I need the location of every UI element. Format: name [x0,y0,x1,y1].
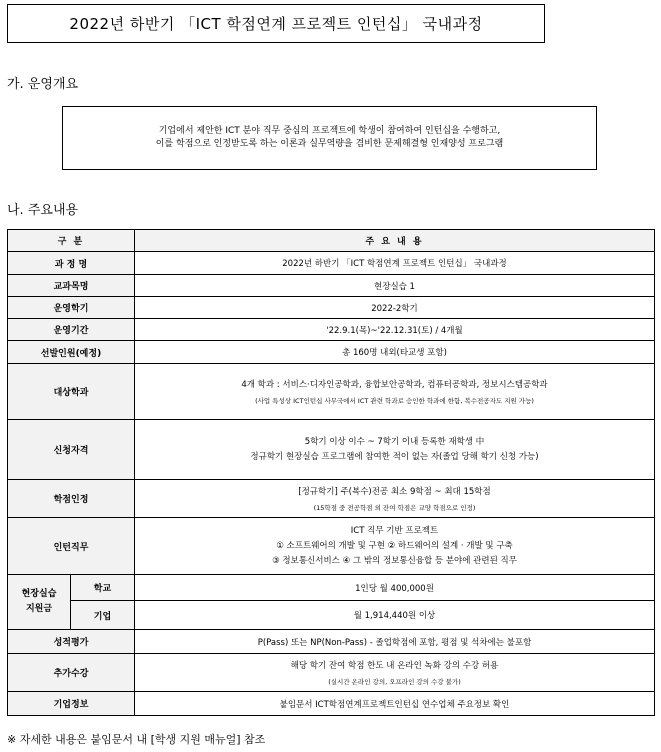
overview-box [62,106,597,170]
row-value [135,518,655,575]
table-row [8,692,655,716]
table-row [8,630,655,654]
support-school-label: 학교 [71,575,135,601]
overview-line: 기업에서 제안한 ICT 분야 직무 중심의 프로젝트에 학생이 참여하여 인턴십을 수행하고, [158,126,501,136]
header-category: 구 분 [8,230,135,252]
row-label: 운영학기 [8,297,135,319]
row-value [135,420,655,480]
page-title: 2022년 하반기 「ICT 학점연계 프로젝트 인턴십」 국내과정 [7,4,545,43]
row-value-line: 정규학기 현장실습 프로그램에 참여한 적이 없는 자(졸업 당해 학기 신청 가능) [250,451,539,462]
table-row [8,575,655,601]
row-value: '22.9.1(목)~'22.12.31(토) / 4개월 [135,319,655,341]
row-value-line: 5학기 이상 이수 ~ 7학기 이내 등록한 재학생 中 [304,436,485,447]
row-value: 붙임문서 ICT학점연계프로젝트인턴십 연수업체 주요정보 확인 [135,692,655,716]
overview-line: 이를 학점으로 인정받도록 하는 이론과 실무역량을 겸비한 문제해결형 인재양성 프로그램 [155,139,504,149]
row-label: 성적평가 [8,630,135,654]
support-label-line: 현장실습 [21,589,57,599]
table-row [8,518,655,575]
support-school-value: 1인당 월 400,000원 [135,575,655,601]
main-heading: 나. 주요내용 [7,203,79,218]
row-value-line: [정규학기] 주(복수)전공 최소 9학점 ~ 최대 15학점 [298,487,491,497]
main-content-table [7,229,655,716]
support-company-label: 기업 [71,601,135,630]
table-row [8,252,655,275]
support-company-value: 월 1,914,440원 이상 [135,601,655,630]
overview-heading: 가. 운영개요 [7,77,79,92]
row-label: 과 정 명 [8,252,135,275]
table-row [8,341,655,364]
row-value: 2022-2학기 [135,297,655,319]
support-label-line: 지원금 [25,604,53,614]
row-value: 2022년 하반기 「ICT 학점연계 프로젝트 인턴십」 국내과정 [135,252,655,275]
table-row [8,297,655,319]
table-row [8,420,655,480]
row-label: 선발인원(예정) [8,341,135,364]
row-value-line: ① 소프트웨어의 개발 및 구현 ② 하드웨어의 설계 · 개발 및 구축 [276,540,513,551]
row-label: 기업정보 [8,692,135,716]
row-value [135,654,655,692]
table-row [8,364,655,420]
row-label: 인턴직무 [8,518,135,575]
row-value: 현장실습 1 [135,275,655,297]
row-value-line: 해당 학기 잔여 학점 한도 내 온라인 녹화 강의 수강 허용 [290,661,499,671]
row-value: 총 160명 내외(타교생 포함) [135,341,655,364]
table-row [8,654,655,692]
footnote: ※ 자세한 내용은 붙임문서 내 [학생 지원 매뉴얼] 참조 [7,733,266,746]
row-value-note: (사업 특성상 ICT인턴십 사무국에서 ICT 관련 학과로 승인한 학과에 한함, 복수전공자도 지원 가능) [255,397,534,405]
row-value-line: ICT 직무 기반 프로젝트 [350,525,439,536]
table-header-row [8,230,655,252]
row-value-note: (실시간 온라인 강의, 오프라인 강의 수강 불가) [328,678,461,686]
row-value [135,364,655,420]
table-row [8,601,655,630]
support-label [8,575,71,630]
row-label: 교과목명 [8,275,135,297]
table-row [8,275,655,297]
table-row [8,319,655,341]
row-label: 대상학과 [8,364,135,420]
row-value-line: ③ 정보통신서비스 ④ 그 밖의 정보통신융합 등 분야에 관련된 직무 [272,555,517,566]
row-value-note: (15학점 중 전공학점 외 잔여 학점은 교양 학점으로 인정) [313,504,476,512]
row-label: 신청자격 [8,420,135,480]
row-value-line: 4개 학과 : 서비스·디자인공학과, 융합보안공학과, 컴퓨터공학과, 정보시스템공학과 [241,380,548,390]
row-label: 운영기간 [8,319,135,341]
row-value [135,480,655,518]
row-label: 추가수강 [8,654,135,692]
row-label: 학점인정 [8,480,135,518]
row-value: P(Pass) 또는 NP(Non-Pass) - 졸업학점에 포함, 평점 및 석차에는 불포함 [135,630,655,654]
header-content: 주 요 내 용 [135,230,655,252]
table-row [8,480,655,518]
